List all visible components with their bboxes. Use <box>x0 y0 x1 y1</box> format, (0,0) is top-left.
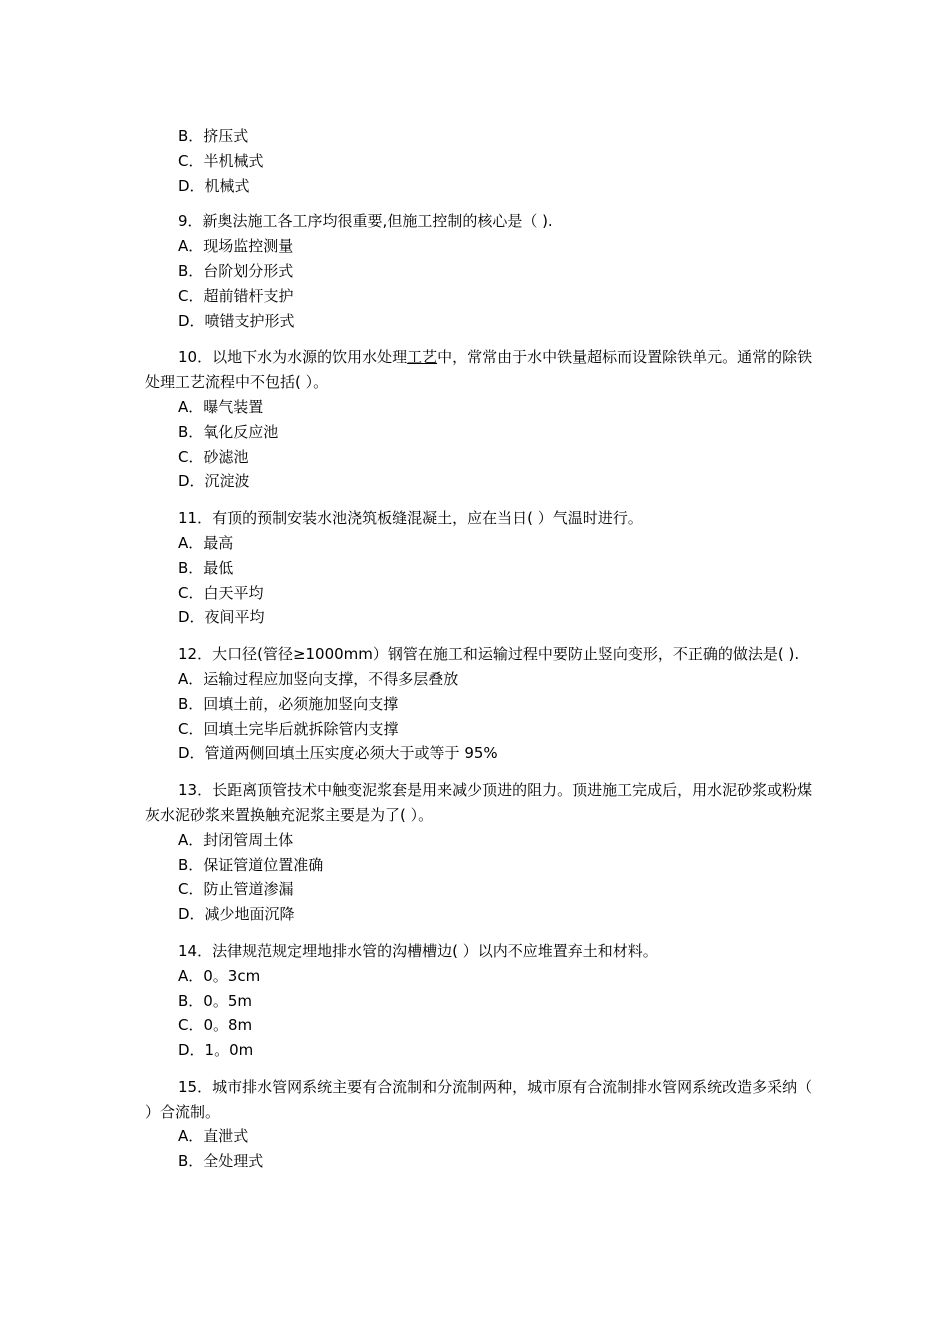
option-d: D．夜间平均 <box>178 608 265 627</box>
question-stem: 12．大口径(管径≥1000mm）钢管在施工和运输过程中要防止竖向变形，不正确的做法是( ). <box>178 645 800 664</box>
question-10 <box>145 345 813 494</box>
option-c: C．白天平均 <box>178 583 264 602</box>
option-b: B．0。5m <box>178 991 252 1010</box>
option-a: A．直泄式 <box>178 1127 249 1146</box>
question-11 <box>145 506 813 630</box>
option-d: D．1。0m <box>178 1041 254 1060</box>
question-stem: 13．长距离顶管技术中触变泥浆套是用来减少顶进的阻力。顶进施工完成后，用水泥砂浆或粉煤灰水泥砂浆来置换触充泥浆主要是为了( ）。 <box>145 781 813 824</box>
question-stem: 15．城市排水管网系统主要有合流制和分流制两种，城市原有合流制排水管网系统改造多采纳（ ）合流制。 <box>145 1077 813 1121</box>
option-d: D．管道两侧回填土压实度必须大于或等于 95% <box>178 744 498 763</box>
question-13 <box>145 778 813 927</box>
continued-options <box>145 124 813 198</box>
exam-content <box>145 124 813 1174</box>
option-d: D．沉淀波 <box>178 472 250 491</box>
question-stem: 11．有顶的预制安装水池浇筑板缝混凝土，应在当日( ）气温时进行。 <box>178 509 643 528</box>
option-c: C．半机械式 <box>178 151 264 170</box>
option-a: A．封闭管周土体 <box>178 830 294 849</box>
option-d: D．减少地面沉降 <box>178 905 295 924</box>
question-stem: 14．法律规范规定埋地排水管的沟槽槽边( ）以内不应堆置弃土和材料。 <box>178 941 658 960</box>
underlined-term: 工艺 <box>407 348 438 367</box>
option-a: A．曝气装置 <box>178 397 264 416</box>
option-c: C．回填土完毕后就拆除管内支撑 <box>178 719 399 738</box>
question-stem <box>145 345 813 395</box>
option-c: C．超前错杆支护 <box>178 286 294 305</box>
question-9 <box>145 209 813 333</box>
option-c: C．防止管道渗漏 <box>178 880 294 899</box>
question-14 <box>145 939 813 1063</box>
stem-text-after: 中，常常由于水中铁量超标而设置除铁单元。通常的除铁处理工艺流程中不包括( ）。 <box>145 348 813 392</box>
option-b: B．保证管道位置准确 <box>178 855 324 874</box>
option-b: B．氧化反应池 <box>178 422 279 441</box>
option-c: C．砂滤池 <box>178 447 249 466</box>
option-b: B．台阶划分形式 <box>178 261 294 280</box>
option-a: A．0。3cm <box>178 966 261 985</box>
question-15 <box>145 1075 813 1174</box>
option-b: B．回填土前，必须施加竖向支撑 <box>178 694 399 713</box>
option-c: C．0。8m <box>178 1016 253 1035</box>
question-stem: 9．新奥法施工各工序均很重要,但施工控制的核心是（ ). <box>178 212 553 231</box>
option-d: D．机械式 <box>178 176 250 195</box>
option-d: D．喷错支护形式 <box>178 311 295 330</box>
option-a: A．运输过程应加竖向支撑，不得多层叠放 <box>178 669 459 688</box>
option-a: A．最高 <box>178 533 234 552</box>
option-b: B．最低 <box>178 558 234 577</box>
question-12 <box>145 642 813 766</box>
option-b: B．挤压式 <box>178 127 249 145</box>
option-b: B．全处理式 <box>178 1152 264 1171</box>
stem-text-before: 10．以地下水为水源的饮用水处理 <box>178 348 408 367</box>
option-a: A．现场监控测量 <box>178 237 294 256</box>
